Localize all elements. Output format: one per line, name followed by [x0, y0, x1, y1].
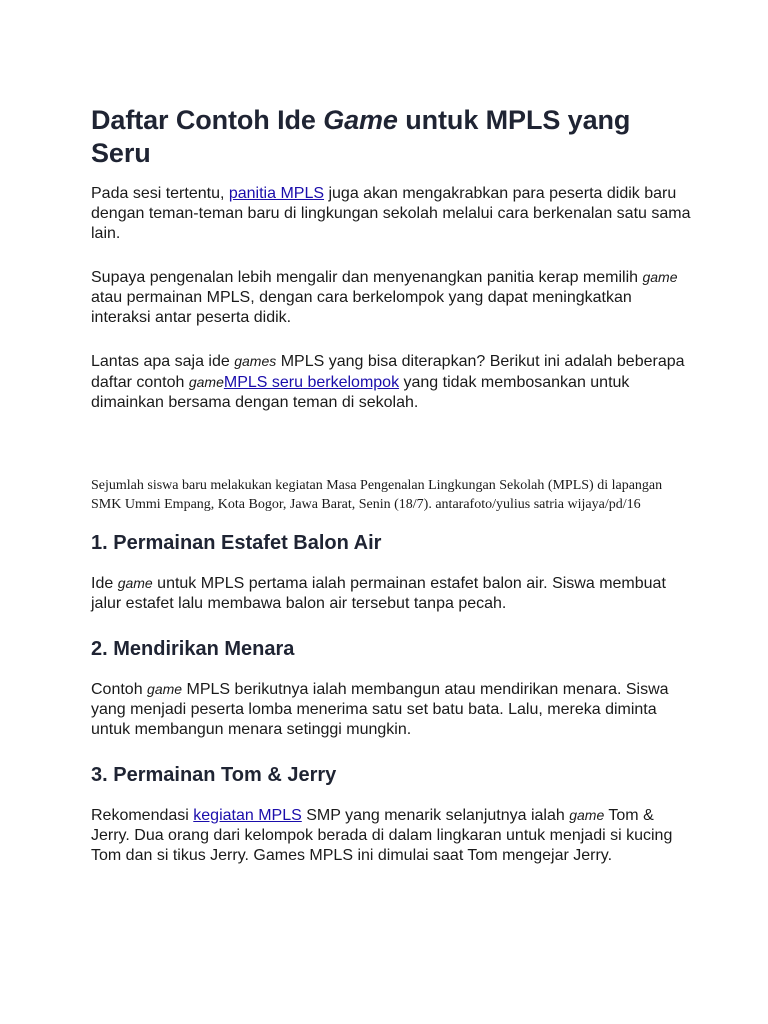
panitia-mpls-link[interactable]: panitia MPLS — [228, 185, 325, 202]
title-text: Daftar Contoh Ide — [91, 105, 324, 135]
section-heading-3: 3. Permainan Tom & Jerry — [91, 764, 337, 786]
section-heading-1: 1. Permainan Estafet Balon Air — [91, 532, 382, 554]
article — [91, 104, 691, 888]
intro-paragraph-2: Supaya pengenalan lebih mengalir dan menyenangkan panitia kerap memilih game atau permainan MPLS, dengan cara berkelompok yang dapat meningkatkan interaksi antar peserta didik. — [91, 269, 678, 326]
title-italic: Game — [323, 105, 398, 135]
section-paragraph-3: Rekomendasi kegiatan MPLS SMP yang menarik selanjutnya ialah game Tom & Jerry. Dua orang dari kelompok berada di dalam lingkaran untuk menjadi si kucing Tom dan si tikus Jerry. Games MPLS ini dimulai saat Tom mengejar Jerry. — [91, 807, 673, 864]
image-caption: Sejumlah siswa baru melakukan kegiatan Masa Pengenalan Lingkungan Sekolah (MPLS) di lapangan SMK Ummi Empang, Kota Bogor, Jawa Barat, Senin (18/7). antarafoto/yulius satria wijaya/pd/16 — [91, 478, 663, 512]
section-heading-2: 2. Mendirikan Menara — [91, 638, 295, 660]
section-paragraph-2: Contoh game MPLS berikutnya ialah membangun atau mendirikan menara. Siswa yang menjadi peserta lomba menerima satu set batu bata. Lalu, mereka diminta untuk membangun menara setinggi mungkin. — [91, 681, 669, 738]
kegiatan-mpls-link[interactable]: kegiatan MPLS — [193, 807, 302, 824]
mpls-seru-berkelompok-link[interactable]: MPLS seru berkelompok — [223, 374, 400, 391]
title-text-end: untuk MPLS yang Seru — [91, 105, 631, 168]
image-placeholder — [91, 436, 691, 476]
page-title — [91, 104, 691, 170]
intro-paragraph-3: Lantas apa saja ide games MPLS yang bisa diterapkan? Berikut ini adalah beberapa daftar contoh gameMPLS seru berkelompok yang tidak membosankan untuk dimainkan bersama dengan teman di sekolah. — [91, 353, 685, 411]
intro-paragraph-1: Pada sesi tertentu, panitia MPLS juga akan mengakrabkan para peserta didik baru dengan teman-teman baru di lingkungan sekolah melalui cara berkenalan satu sama lain. — [91, 185, 691, 242]
section-paragraph-1: Ide game untuk MPLS pertama ialah permainan estafet balon air. Siswa membuat jalur estafet lalu membawa balon air tersebut tanpa pecah. — [91, 575, 666, 612]
